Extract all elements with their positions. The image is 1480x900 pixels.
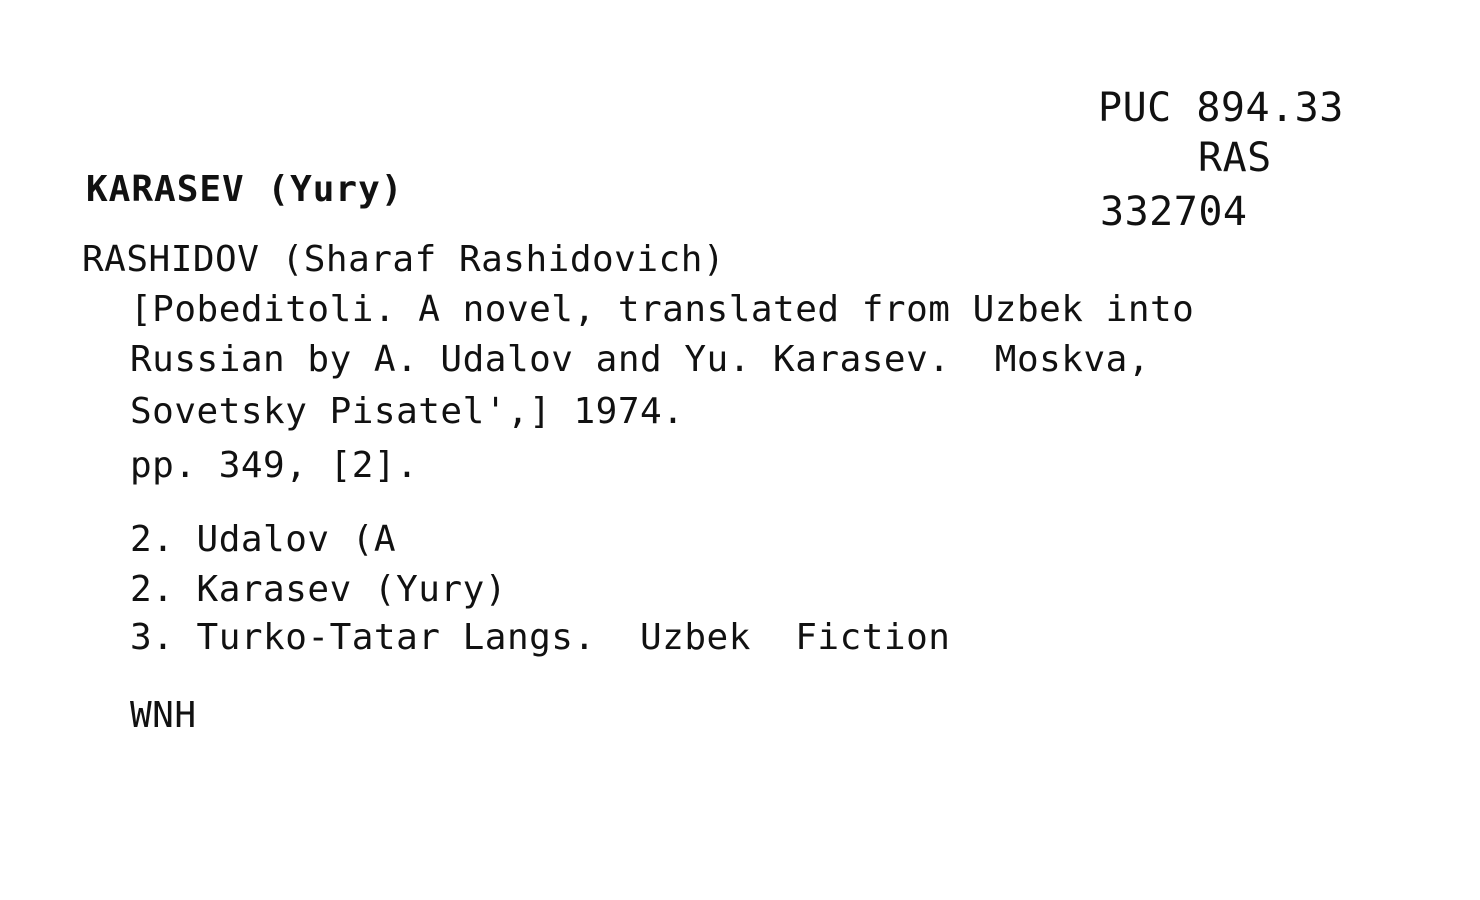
description-line-1: [Pobeditoli. A novel, translated from Uzbek into [130, 289, 1195, 330]
tracing-item: 3. Turko-Tatar Langs. Uzbek Fiction [130, 617, 951, 658]
main-entry: RASHIDOV (Sharaf Rashidovich) [82, 239, 726, 280]
description-line-2: Russian by A. Udalov and Yu. Karasev. Moskva, [130, 339, 1150, 380]
call-number-classmark: PUC 894.33 [1098, 85, 1344, 131]
call-number-cutter: RAS [1198, 135, 1272, 181]
tracing-item: 2. Udalov (A [130, 519, 397, 560]
added-entry-heading: KARASEV (Yury) [86, 169, 404, 210]
description-line-3: Sovetsky Pisatel',] 1974. [130, 391, 685, 432]
cataloguer-initials: WNH [130, 695, 197, 736]
tracing-item: 2. Karasev (Yury) [130, 569, 507, 610]
accession-number: 332704 [1100, 189, 1248, 235]
collation: pp. 349, [2]. [130, 445, 419, 486]
